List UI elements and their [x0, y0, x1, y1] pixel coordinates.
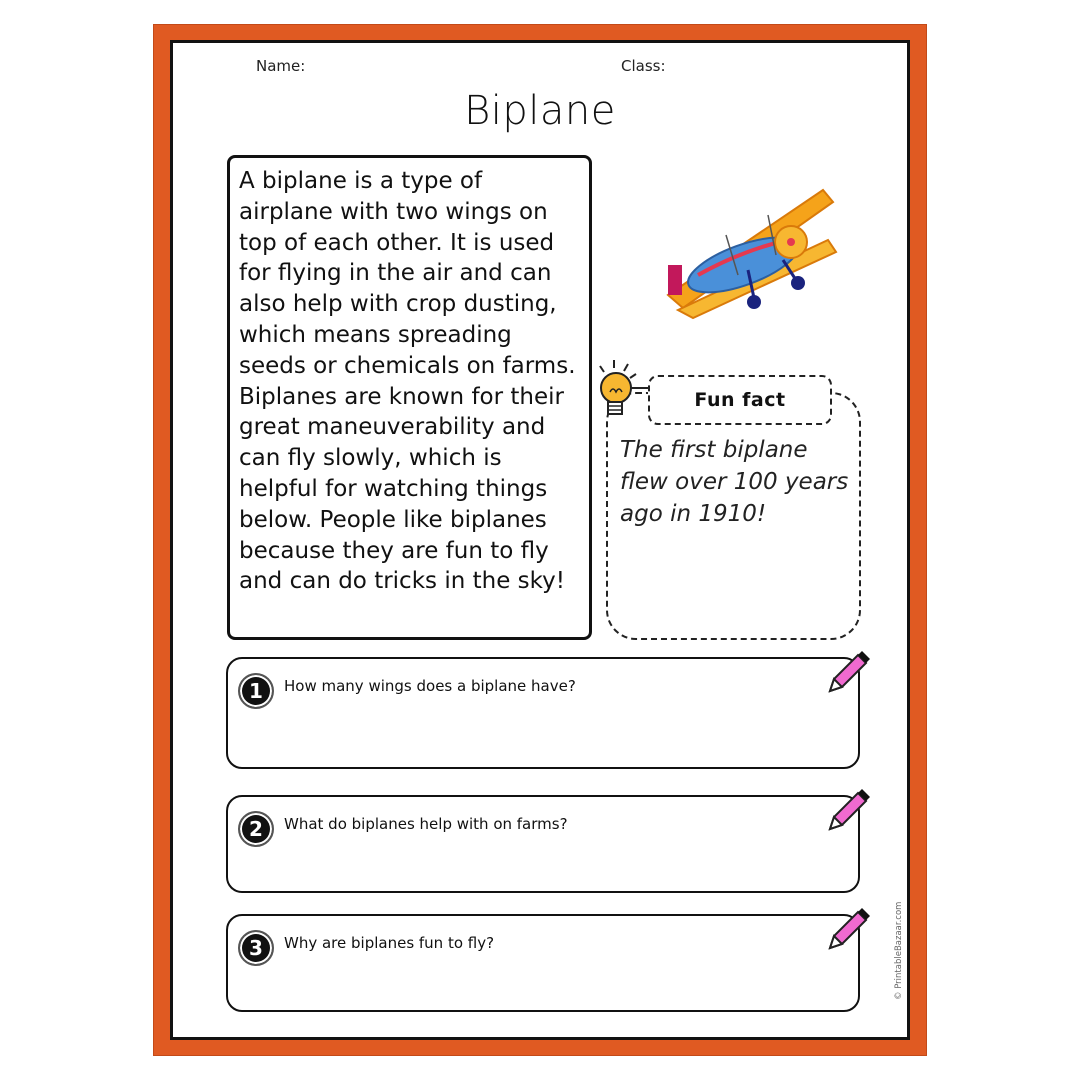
fun-fact-text: The first biplane flew over 100 years ago in 1910!	[620, 437, 849, 527]
pencil-icon	[824, 789, 870, 835]
question-text-1: How many wings does a biplane have?	[284, 677, 576, 695]
question-box-2[interactable]	[226, 795, 860, 893]
fun-fact-label: Fun fact	[648, 375, 832, 425]
pencil-icon	[824, 651, 870, 697]
class-label: Class:	[621, 57, 666, 75]
name-label: Name:	[256, 57, 306, 75]
question-number-3: 3	[238, 930, 274, 966]
lightbulb-icon	[592, 358, 648, 422]
biplane-illustration	[648, 180, 838, 320]
question-box-1[interactable]	[226, 657, 860, 769]
question-box-3[interactable]	[226, 914, 860, 1012]
question-number-2: 2	[238, 811, 274, 847]
question-text-3: Why are biplanes fun to fly?	[284, 934, 495, 952]
page-title: Biplane	[464, 88, 616, 134]
question-text-2: What do biplanes help with on farms?	[284, 815, 568, 833]
reading-passage: A biplane is a type of airplane with two wings on top of each other. It is used for flying in the air and can also help with crop dusting, which means spreading seeds or chemicals on farms. Biplanes are known for their great maneuverability and can fly slowly, which is helpful for watching things below. People like biplanes because they are fun to fly and can do tricks in the sky!	[227, 155, 592, 640]
copyright-credit: © PrintableBazaar.com	[894, 901, 904, 1000]
question-number-1: 1	[238, 673, 274, 709]
pencil-icon	[824, 908, 870, 954]
